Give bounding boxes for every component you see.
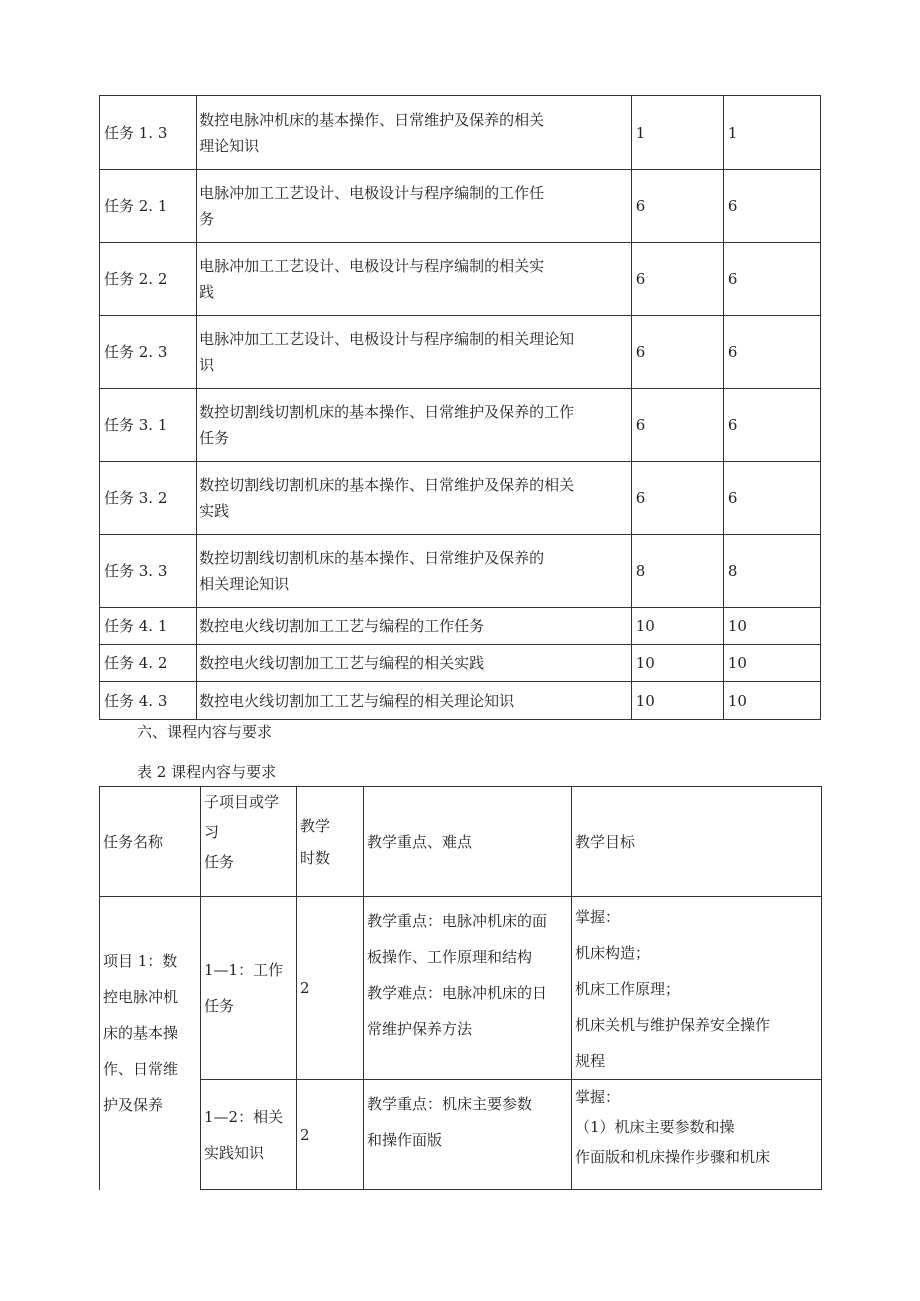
- table-row: [100, 243, 821, 316]
- task-cell: 任务 3. 1: [100, 389, 197, 462]
- hours-cell: 2: [297, 897, 364, 1080]
- hours-cell: 1: [631, 96, 723, 170]
- objectives-cell: 掌握： （1）机床主要参数和操 作面版和机床操作步骤和机床: [572, 1080, 822, 1190]
- hours-cell: 6: [723, 462, 820, 535]
- content-cell: 数控电火线切割加工工艺与编程的工作任务: [197, 608, 632, 645]
- task-cell: 任务 4. 3: [100, 682, 197, 720]
- table-row: [100, 96, 821, 170]
- task-cell: 任务 1. 3: [100, 96, 197, 170]
- hours-cell: 2: [297, 1080, 364, 1190]
- hours-cell: 10: [723, 682, 820, 720]
- header-objectives: 教学目标: [572, 787, 822, 897]
- section-heading: 六、课程内容与要求: [137, 723, 273, 741]
- hours-cell: 1: [723, 96, 820, 170]
- table-row: [100, 535, 821, 608]
- hours-cell: 6: [723, 243, 820, 316]
- hours-cell: 10: [631, 682, 723, 720]
- task-cell: 任务 2. 3: [100, 316, 197, 389]
- hours-cell: 10: [631, 645, 723, 682]
- content-cell: 电脉冲加工工艺设计、电极设计与程序编制的相关理论知 识: [197, 316, 632, 389]
- hours-cell: 6: [631, 389, 723, 462]
- content-cell: 数控切割线切割机床的基本操作、日常维护及保养的 相关理论知识: [197, 535, 632, 608]
- table-caption: 表 2 课程内容与要求: [137, 763, 277, 781]
- hours-cell: 6: [631, 316, 723, 389]
- header-hours: 教学 时数: [297, 787, 364, 897]
- header-key-points: 教学重点、难点: [364, 787, 572, 897]
- hours-cell: 6: [631, 243, 723, 316]
- task-cell: 任务 4. 1: [100, 608, 197, 645]
- hours-cell: 8: [723, 535, 820, 608]
- header-row: [100, 787, 822, 897]
- task-cell: 任务 4. 2: [100, 645, 197, 682]
- hours-cell: 8: [631, 535, 723, 608]
- table-row: [100, 682, 821, 720]
- content-cell: 电脉冲加工工艺设计、电极设计与程序编制的工作任 务: [197, 170, 632, 243]
- header-subproject: 子项目或学 习 任务: [201, 787, 297, 897]
- course-content-table: [99, 786, 822, 1190]
- hours-cell: 10: [631, 608, 723, 645]
- content-cell: 数控电脉冲机床的基本操作、日常维护及保养的相关 理论知识: [197, 96, 632, 170]
- subproject-cell: 1—1：工作 任务: [201, 897, 297, 1080]
- task-cell: 任务 2. 2: [100, 243, 197, 316]
- table-row: [100, 389, 821, 462]
- task-cell: 任务 3. 3: [100, 535, 197, 608]
- hours-cell: 10: [723, 645, 820, 682]
- key-points-cell: 教学重点：机床主要参数 和操作面版: [364, 1080, 572, 1190]
- header-task-name: 任务名称: [100, 787, 201, 897]
- task-cell: 任务 3. 2: [100, 462, 197, 535]
- table-row: [100, 462, 821, 535]
- table-row: [100, 170, 821, 243]
- task-hours-table: [99, 95, 821, 720]
- table-row: [100, 645, 821, 682]
- objectives-cell: 掌握： 机床构造； 机床工作原理； 机床关机与维护保养安全操作 规程: [572, 897, 822, 1080]
- key-points-cell: 教学重点：电脉冲机床的面 板操作、工作原理和结构 教学难点：电脉冲机床的日 常维护保养方法: [364, 897, 572, 1080]
- content-cell: 数控切割线切割机床的基本操作、日常维护及保养的工作 任务: [197, 389, 632, 462]
- content-cell: 数控切割线切割机床的基本操作、日常维护及保养的相关 实践: [197, 462, 632, 535]
- hours-cell: 6: [631, 462, 723, 535]
- content-cell: 数控电火线切割加工工艺与编程的相关理论知识: [197, 682, 632, 720]
- hours-cell: 6: [631, 170, 723, 243]
- table-row: [100, 1080, 822, 1190]
- hours-cell: 6: [723, 389, 820, 462]
- project-name-cell: 项目 1：数 控电脉冲机 床的基本操 作、日常维 护及保养: [100, 897, 201, 1190]
- hours-cell: 6: [723, 316, 820, 389]
- hours-cell: 6: [723, 170, 820, 243]
- content-cell: 电脉冲加工工艺设计、电极设计与程序编制的相关实 践: [197, 243, 632, 316]
- content-cell: 数控电火线切割加工工艺与编程的相关实践: [197, 645, 632, 682]
- table-row: [100, 897, 822, 1080]
- table-row: [100, 316, 821, 389]
- subproject-cell: 1—2：相关 实践知识: [201, 1080, 297, 1190]
- task-cell: 任务 2. 1: [100, 170, 197, 243]
- table-row: [100, 608, 821, 645]
- hours-cell: 10: [723, 608, 820, 645]
